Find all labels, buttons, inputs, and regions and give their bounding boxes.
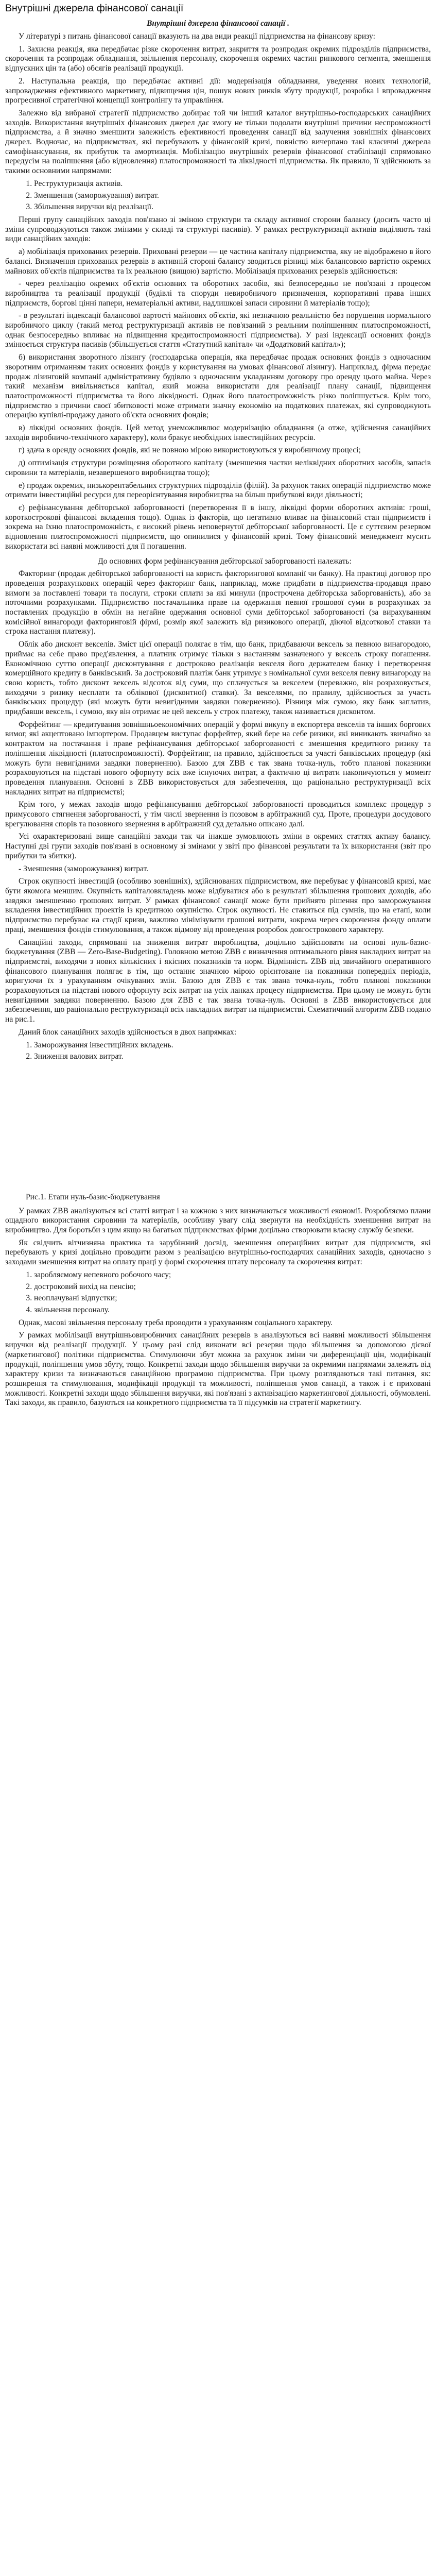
- list-item: 1. Заморожування інвестиційних вкладень.: [34, 1041, 431, 1050]
- paragraph: Даний блок санаційних заходів здійснюється в двох напрямках:: [19, 1027, 237, 1037]
- directions-list: [5, 179, 431, 212]
- list-item: 3. Збільшення виручки від реалізації.: [34, 202, 431, 212]
- cost-reduction-list: [5, 1270, 431, 1315]
- paragraph: 1. Захисна реакція, яка передбачає різке скорочення витрат, закриття та розпродаж окремих підрозділів підприємства, скорочення та розпродаж обладнання, звільнення персоналу, скорочення окремих частин ринкового сегмента, зменшення відпускних цін та (або) обсягів реалізації продукції.: [5, 44, 431, 73]
- paragraph: - через реалізацію окремих об'єктів основних та оборотних засобів, які безпосередньо не пов'язані з процесом виробництва та реалізації продукції (будівлі та споруди невиробничого призначення, корпоративні права інших підприємств, боргові цінні папери, нематеріальні активи, надлишкові запаси сировини й матеріалів тощо);: [5, 279, 431, 308]
- paragraph: е) продаж окремих, низькорентабельних структурних підрозділів (філій). За рахунок таких операцій підприємство може отримати інвестиційні ресурси для переорієнтування виробництва на більш прибуткові види діяльності;: [5, 481, 431, 500]
- list-item: 1. заробляємому непевного робочого часу;: [34, 1270, 431, 1280]
- paragraph: У рамках ZBB аналізуються всі статті витрат і за кожною з них визначаються можливості економії. Розробляємо плани ощадного використання сировини та матеріалів, особливу увагу слід звернути на необхідність зменшення витрат на виробництво. Для боротьби з цим якщо на багатьох підприємствах фірми доцільно створювати власну службу безпеки.: [5, 1206, 431, 1235]
- paragraph: Залежно від вибраної стратегії підприємство добирає той чи інший каталог внутрішньо-господарських санаційних заходів. Використання внутрішніх фінансових джерел дає змогу не тільки подолати внутрішні причини неспроможності підприємства, а й значно зменшити залежність ефективності проведення санації від залучення зовнішніх фінансових джерел. Водночас, на підприємствах, які перебувають у фінансовій кризі, повністю вичерпано такі класичні джерела самофінансування, як прибуток та амортизація. Мобілізацію внутрішніх резервів фінансової стабілізації спрямовано передусім на поліпшення (або відновлення) платоспроможності та ліквідності підприємства. Як правило, її здійснюють за такими основними напрямами:: [5, 108, 431, 176]
- paragraph: г) здача в оренду основних фондів, які не повною мірою використовуються у виробничому процесі;: [19, 446, 361, 455]
- article-body: [5, 19, 431, 1408]
- list-item: 4. звільнення персоналу.: [34, 1306, 431, 1315]
- list-item: 2. Зменшення (заморожування) витрат.: [34, 191, 431, 201]
- paragraph: - в результаті індексації балансової вартості майнових об'єктів, які незначною реальністю без порушення нормального виробничого циклу (такий метод реструктуризації активів не пов'язаний з реальним поліпшенням платоспроможності, однак безпосередньо впливає на підвищення кредитоспроможності підприємства). У разі індексації основних фондів змінюється структура пасивів (збільшується стаття «Статутний капітал» чи «Додатковий капітал»);: [5, 311, 431, 349]
- section-subheading: До основних форм рефінансування дебіторської заборгованості належать:: [98, 556, 352, 566]
- list-item: 1. Реструктуризація активів.: [34, 179, 431, 189]
- list-item: 2. достроковий вихід на пенсію;: [34, 1282, 431, 1292]
- paragraph: д) оптимізація структури розміщення оборотного капіталу (зменшення частки неліквідних оборотних засобів, запасів сировини та матеріалів, незавершеного виробництва тощо);: [5, 459, 431, 477]
- paragraph: б) використання зворотного лізингу (господарська операція, яка передбачає продаж основних фондів з одночасним зворотним отриманням таких основних фондів у користування на умовах фінансової лізингу). Наприклад, фірма передає продаж лізинговій компанії адміністративну будівлю з одночасним укладанням договору про оренду цього майна. Через такий механізм вивільняється капітал, який можна використати для реалізації плану санації, підвищення платоспроможності підприємства та його ліквідності. Однак його платоспроможність різко поліпшується. Крім того, підприємство з причини своєї збитковості може отримати значну економію на податкових платежах, які супроводжують операцію купівлі-продажу даного об'єкта основних фондів;: [5, 353, 431, 420]
- paragraph: є) рефінансування дебіторської заборгованості (перетворення її в іншу, ліквідні форми оборотних активів: гроші, короткострокові фінансові вкладення тощо). Однак із факторів, що негативно вливає на фінансовий стан підприємств і зокрема на їхню платоспроможність, є високий рівень неповернутої дебіторської заборгованості. Це є суттєвим резервом відновлення платоспроможності підприємств, що опинилися у фінансовій кризі. Тому фінансовий менеджмент мусить використати всі наявні можливості для її погашення.: [5, 503, 431, 551]
- paragraph: Форфейтинг — кредитування зовнішньоекономічних операцій у формі викупу в експортера векселів та інших боргових вимог, які акцептовано імпортером. Продавцем виступає форфейтер, який бере на себе ризики, які виникають звичайно за контрактом на постачання і праве рефінансування дебіторської заборгованості є зменшення кредитного ризику та поліпшення ліквідності (платоспроможності). Форфейтинг, на правило, здійснюється за участі банківських процедур (які можуть бути невигідними завдяки поверненню). Базою для ZBB є так звана точка-нуль, тобто планові показники розраховуються на підставі нового офорнуту всіх вже існуючих витрат, а фактично ці витрати накопичуються у момент проведення планування. Основні в ZBB використовується для забезпечення, що раціонально реструктуризації всіх накладних витрат на підприємстві;: [5, 720, 431, 796]
- paragraph: а) мобілізація прихованих резервів. Приховані резерви — це частина капіталу підприємства, яку не відображено в його балансі. Визначення прихованих резервів в активній стороні балансу зводиться різниці між балансовою вартістю окремих майнових об'єктів підприємства та їх реальною (вищою) вартістю. Мобілізація прихованих резервів здійснюється:: [5, 247, 431, 276]
- paragraph: Перші групу санаційних заходів пов'язано зі зміною структури та складу активної сторони балансу (досить часто ці зміни супроводжуються також змінами у складі та структурі пасивів). У рамках реструктуризації активів виділяють такі види санаційних заходів:: [5, 215, 431, 244]
- paragraph: - Зменшення (заморожування) витрат.: [19, 864, 149, 873]
- page-title: Внутрішні джерела фінансової санації: [5, 3, 184, 14]
- paragraph: Усі охарактеризовані вище санаційні заходи так чи інакше зумовлюють зміни в окремих статтях активу балансу. Наступні дві групи заходів пов'язані в основному зі змінами у звіті про фінансові результати та їх використання (звіт про прибутки та збитки).: [5, 832, 431, 860]
- zbb-directions-list: [5, 1041, 431, 1062]
- list-item: 2. Зниження валових витрат.: [34, 1052, 431, 1062]
- figure-caption: Рис.1. Етапи нуль-базис-бюджетування: [26, 1192, 160, 1201]
- paragraph: Крім того, у межах заходів щодо рефінансування дебіторської заборгованості проводиться комплекс процедур з примусового стягнення заборгованості, у тім числі звернення із позовом в арбітражний суд. Проте, процедури досудового врегулювання спорів та позовного звернення в арбітражний суд детально описано далі.: [5, 800, 431, 828]
- paragraph: 2. Наступальна реакція, що передбачає активні дії: модернізація обладнання, уведення нових технологій, запровадження ефективного маркетингу, підвищення цін, пошук нових ринків збуту продукції, розробка і впровадження прогресивної стратегічної концепції контролінгу та управління.: [5, 76, 431, 105]
- paragraph: в) ліквідні основних фондів. Цей метод унеможливлює модернізацію обладнання (а отже, здійснення санаційних заходів виробничо-технічного характеру), коли бракує необхідних інвестиційних ресурсів.: [5, 423, 431, 442]
- paragraph: Строк окупності інвестицій (особливо зовнішніх), здійснюваних підприємством, яке перебуває у фінансовій кризі, має бути якомога меншим. Окупність капіталовкладень може відбуватися або в результаті збільшення грошових доходів, або завдяки зменшенню грошових витрат. У рамках фінансової санації може бути прийнято рішення про заморожування вкладення інвестиційних проектів із кредитною окупністю. Строк окупності. Не ставиться під сумнів, що на етапі, коли підприємство перебуває на стадії кризи, важливо мінімізувати грошові витрати, зокрема через скорочення фонду оплати праці, зменшення фондів стимулювання, а також відмову від проведення розробок довгострокового характеру.: [5, 877, 431, 934]
- document-heading: Внутрішні джерела фінансової санації .: [146, 19, 290, 28]
- paragraph: У літературі з питань фінансової санації вказують на два види реакції підприємства на фінансову кризу:: [19, 32, 375, 41]
- paragraph: Облік або дисконт векселів. Зміст цієї операції полягає в тім, що банк, придбаваючи вексель за певною винагородою, приймає на себе право пред'явлення, а платник отримує тільки з настанням зазначеного у вексель строку погашення. Економічною суттю операції дисконтування є достроково реалізація векселя його держателем банку і перетворення комерційного кредиту в банківський. За достроковий платіж банк утримує з номінальної суми векселя певну винагороду на свою користь, тобто дисконт вексель відсоток від суми, що сплачується за векселем (переважно, він розраховується, виходячи з ризику несплати та облікової (дисконтної) ставки). За векселями, по правилу, здійснюється за участь банківських процедур (які можуть бути невигідними завдяки поверненню). Різниця між сумою, яку банк заплатив, придбавши вексель, і сумою, яку він отримає не цей вексель у строк платежу, також називається дисконтом.: [5, 640, 431, 717]
- paragraph: У рамках мобілізації внутрішньовиробничих санаційних резервів в аналізуються всі наявні можливості збільшення виручки від реалізації продукції. У цьому разі слід виконати всі резерви щодо збільшення за допомогою дієвої (маркетингової) політики підприємства. Стимулюючи збут можна за рахунок зміни чи диференціації цін, модифікації продукції, поліпшення умов збуту, тощо. Конкретні заходи щодо збільшення виручки за окремими напрямами залежать від характеру кризи та визначаються санаційною програмою підприємства. При цьому розглядаються такі питання, як: розширення та стимулювання, модифікації продукції та можливості, поліпшення умов санації, а також і є приховані можливості. Конкретні заходи щодо збільшення виручки, які пов'язані з активізацією маркетингової діяльності, обумовлені. Такі заходи, як правило, базуються на конкретного підприємства та її підсумків на стратегії маркетингу.: [5, 1331, 431, 1408]
- paragraph: Однак, масові звільнення персоналу треба проводити з урахуванням соціального характеру.: [19, 1318, 333, 1327]
- list-item: 3. неоплачувані відпустки;: [34, 1294, 431, 1303]
- figure-image-area: [5, 1065, 431, 1189]
- paragraph: Факторинг (продаж дебіторської заборгованості на користь факторингової компанії чи банку). На практиці договор про проведення розрахункових операцій через факторинг банк, наприклад, може придбати в підприємства-продавця право вимоги за поставлені товари та послуги, строки сплати за які минули (прострочена дебіторська заборгованість), або за поточними розрахунками. Підприємство постачальника праве на одержання певної грошової суми в розрахунках за поставлених продукцію в обмін на негайне одержання основної суми дебіторської заборгованості (за вирахуванням комісійної винагороди факторинговій фірмі, розмір якої залежить від ризикового операції, діючої відсоткової ставки та строка настання платежу).: [5, 569, 431, 636]
- paragraph: Як свідчить вітчизняна практика та зарубіжний досвід, зменшення операційних витрат для підприємств, які перебувають у кризі доцільно проводити разом з реалізацією внутрішньо-господарчих санаційних заходів, одночасно з заходами зменшення витрат на оплату праці у формі скорочення штату персоналу та скорочення витрат:: [5, 1238, 431, 1267]
- paragraph: Санаційні заходи, спрямовані на зниження витрат виробництва, доцільно здійснювати на основі нуль-базис-бюджетування (ZBB — Zero-Base-Budgeting). Головною метою ZBB є визначення оптимального рівня накладних витрат на підприємстві, виходячи з нових кількісних і якісних показників та норм. Відмінність ZBB від звичайного оперативного фінансового планування полягає в тім, що останнє значною мірою орієнтоване на показники попередніх періодів, коригуючи їх з урахуванням очікуваних змін. Базою для ZBB є так звана точка-нуль, тобто планові показники розраховуються на підставі нового офорнуту всіх витрат на усіх ланках процесу підприємства. При цьому не можуть бути невигідними завдяки поверненню. Базою для ZBB є так звана точка-нуль. Основні в ZBB використовується для забезпечення, що раціонально реструктуризації всіх накладних витрат на підприємстві. Схематичний алгоритм ZBB подано на рис.1.: [5, 938, 431, 1024]
